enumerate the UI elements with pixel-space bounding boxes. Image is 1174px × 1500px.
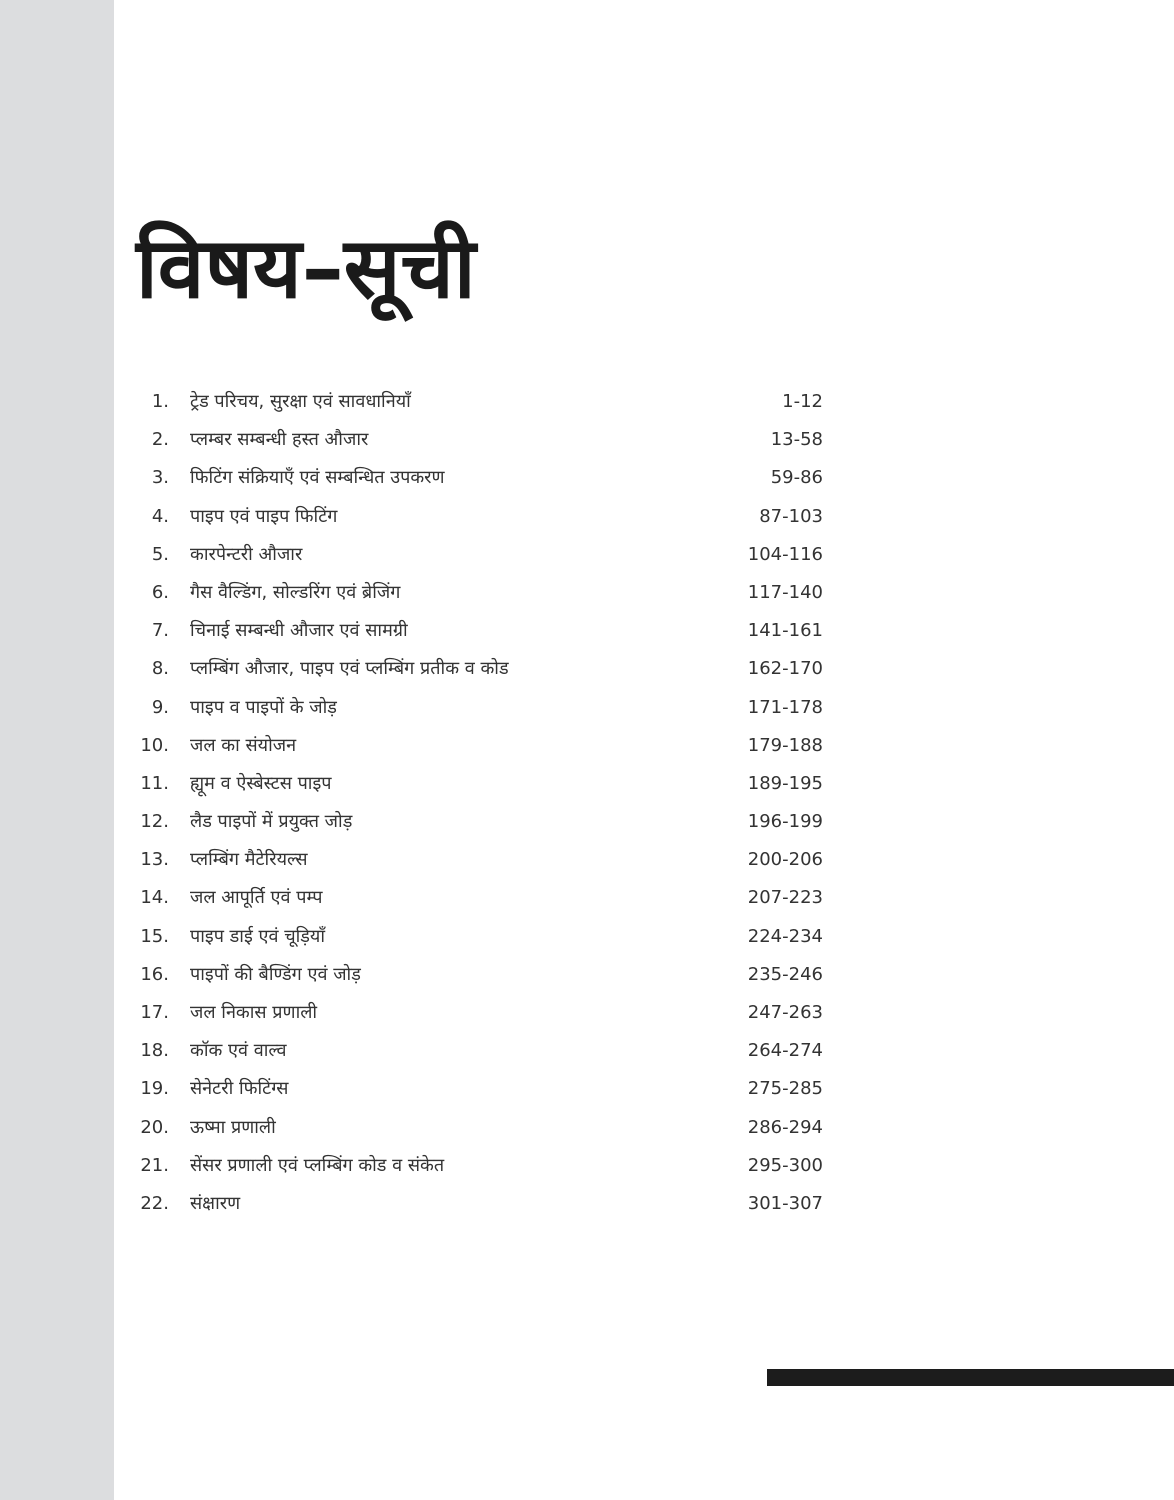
toc-entry-pages: 264-274 (747, 1040, 823, 1062)
toc-entry-pages: 247-263 (747, 1002, 823, 1023)
toc-entry-number: 16. (140, 963, 169, 985)
table-of-contents (136, 383, 826, 1223)
toc-entry-number: 7. (151, 620, 169, 642)
decorative-rule-bar (767, 1369, 1174, 1386)
toc-entry-number: 1. (151, 391, 169, 412)
toc-entry (136, 536, 826, 574)
toc-entry (136, 459, 826, 497)
toc-entry-title: जल निकास प्रणाली (190, 1002, 318, 1023)
toc-entry-title: जल का संयोजन (190, 734, 297, 756)
toc-entry-number: 18. (140, 1040, 169, 1062)
toc-entry (136, 803, 826, 841)
toc-entry-title: कॉक एवं वाल्व (190, 1040, 287, 1062)
toc-entry-title: प्लम्बिंग मैटेरियल्स (190, 849, 308, 871)
toc-entry (136, 841, 826, 879)
toc-entry-pages: 87-103 (759, 505, 823, 527)
toc-entry-number: 3. (151, 467, 169, 489)
toc-entry-number: 10. (140, 734, 169, 756)
toc-entry-title: सेंसर प्रणाली एवं प्लम्बिंग कोड व संकेत (190, 1154, 445, 1176)
toc-entry-title: फिटिंग संक्रियाएँ एवं सम्बन्धित उपकरण (190, 467, 445, 489)
toc-entry-pages: 224-234 (747, 925, 823, 947)
toc-entry-pages: 295-300 (747, 1154, 823, 1176)
toc-entry-number: 15. (140, 925, 169, 947)
toc-entry-number: 5. (151, 543, 169, 565)
toc-entry-number: 19. (140, 1078, 169, 1100)
toc-entry-pages: 59-86 (770, 467, 823, 489)
toc-entry-title: पाइपों की बैण्डिंग एवं जोड़ (190, 963, 361, 985)
toc-entry-title: ट्रेड परिचय, सुरक्षा एवं सावधानियाँ (190, 391, 411, 412)
toc-entry-pages: 141-161 (747, 620, 823, 642)
toc-entry-number: 17. (140, 1002, 169, 1023)
toc-entry-title: पाइप एवं पाइप फिटिंग (190, 505, 338, 527)
toc-entry-number: 4. (151, 505, 169, 527)
toc-entry-title: गैस वैल्डिंग, सोल्डरिंग एवं ब्रेजिंग (190, 581, 401, 603)
toc-entry-pages: 196-199 (747, 811, 823, 833)
toc-entry-title: चिनाई सम्बन्धी औजार एवं सामग्री (190, 620, 408, 642)
toc-entry (136, 1147, 826, 1185)
side-margin-strip (0, 0, 114, 1500)
toc-entry (136, 421, 826, 459)
toc-entry-title: प्लम्बर सम्बन्धी हस्त औजार (190, 429, 369, 451)
toc-entry (136, 1032, 826, 1070)
toc-entry-title: कारपेन्टरी औजार (190, 543, 303, 565)
toc-entry-number: 14. (140, 887, 169, 909)
toc-entry-title: पाइप व पाइपों के जोड़ (190, 696, 337, 718)
toc-entry-number: 21. (140, 1154, 169, 1176)
toc-entry (136, 650, 826, 688)
toc-entry-pages: 179-188 (747, 734, 823, 756)
toc-entry-pages: 104-116 (747, 543, 823, 565)
toc-entry (136, 765, 826, 803)
toc-entry-title: जल आपूर्ति एवं पम्प (190, 887, 323, 909)
toc-entry (136, 612, 826, 650)
toc-entry-number: 6. (151, 581, 169, 603)
toc-entry (136, 879, 826, 917)
toc-entry (136, 956, 826, 994)
toc-entry (136, 918, 826, 956)
toc-entry-number: 20. (140, 1116, 169, 1138)
toc-entry-pages: 162-170 (747, 658, 823, 680)
toc-entry (136, 1185, 826, 1223)
toc-entry-pages: 200-206 (747, 849, 823, 871)
toc-entry-title: लैड पाइपों में प्रयुक्त जोड़ (190, 811, 353, 833)
toc-entry-number: 13. (140, 849, 169, 871)
toc-entry (136, 727, 826, 765)
toc-entry-title: संक्षारण (190, 1192, 241, 1214)
toc-entry (136, 689, 826, 727)
toc-entry-number: 2. (151, 429, 169, 451)
toc-entry-pages: 286-294 (747, 1116, 823, 1138)
toc-entry (136, 574, 826, 612)
toc-entry-title: सेनेटरी फिटिंग्स (190, 1078, 289, 1100)
toc-entry-pages: 1-12 (782, 391, 823, 412)
toc-entry-pages: 301-307 (747, 1192, 823, 1214)
toc-entry-number: 9. (151, 696, 169, 718)
toc-entry (136, 994, 826, 1032)
toc-entry-pages: 171-178 (747, 696, 823, 718)
toc-entry-pages: 189-195 (747, 772, 823, 794)
toc-entry-pages: 117-140 (747, 581, 823, 603)
toc-entry-pages: 207-223 (747, 887, 823, 909)
toc-entry-title: ऊष्मा प्रणाली (190, 1116, 276, 1138)
toc-entry-pages: 275-285 (747, 1078, 823, 1100)
toc-entry-number: 11. (140, 772, 169, 794)
toc-entry-number: 8. (151, 658, 169, 680)
page-title: विषय–सूची (136, 219, 476, 317)
toc-entry (136, 1070, 826, 1108)
toc-entry-title: प्लम्बिंग औजार, पाइप एवं प्लम्बिंग प्रतीक व कोड (190, 658, 509, 680)
toc-entry (136, 383, 826, 421)
toc-entry-pages: 13-58 (770, 429, 823, 451)
toc-entry-title: पाइप डाई एवं चूड़ियाँ (190, 925, 326, 947)
toc-entry-title: ह्यूम व ऐस्बेस्टस पाइप (190, 772, 332, 794)
toc-entry (136, 498, 826, 536)
toc-entry-number: 12. (140, 811, 169, 833)
toc-entry-pages: 235-246 (747, 963, 823, 985)
toc-entry (136, 1109, 826, 1147)
toc-entry-number: 22. (140, 1192, 169, 1214)
